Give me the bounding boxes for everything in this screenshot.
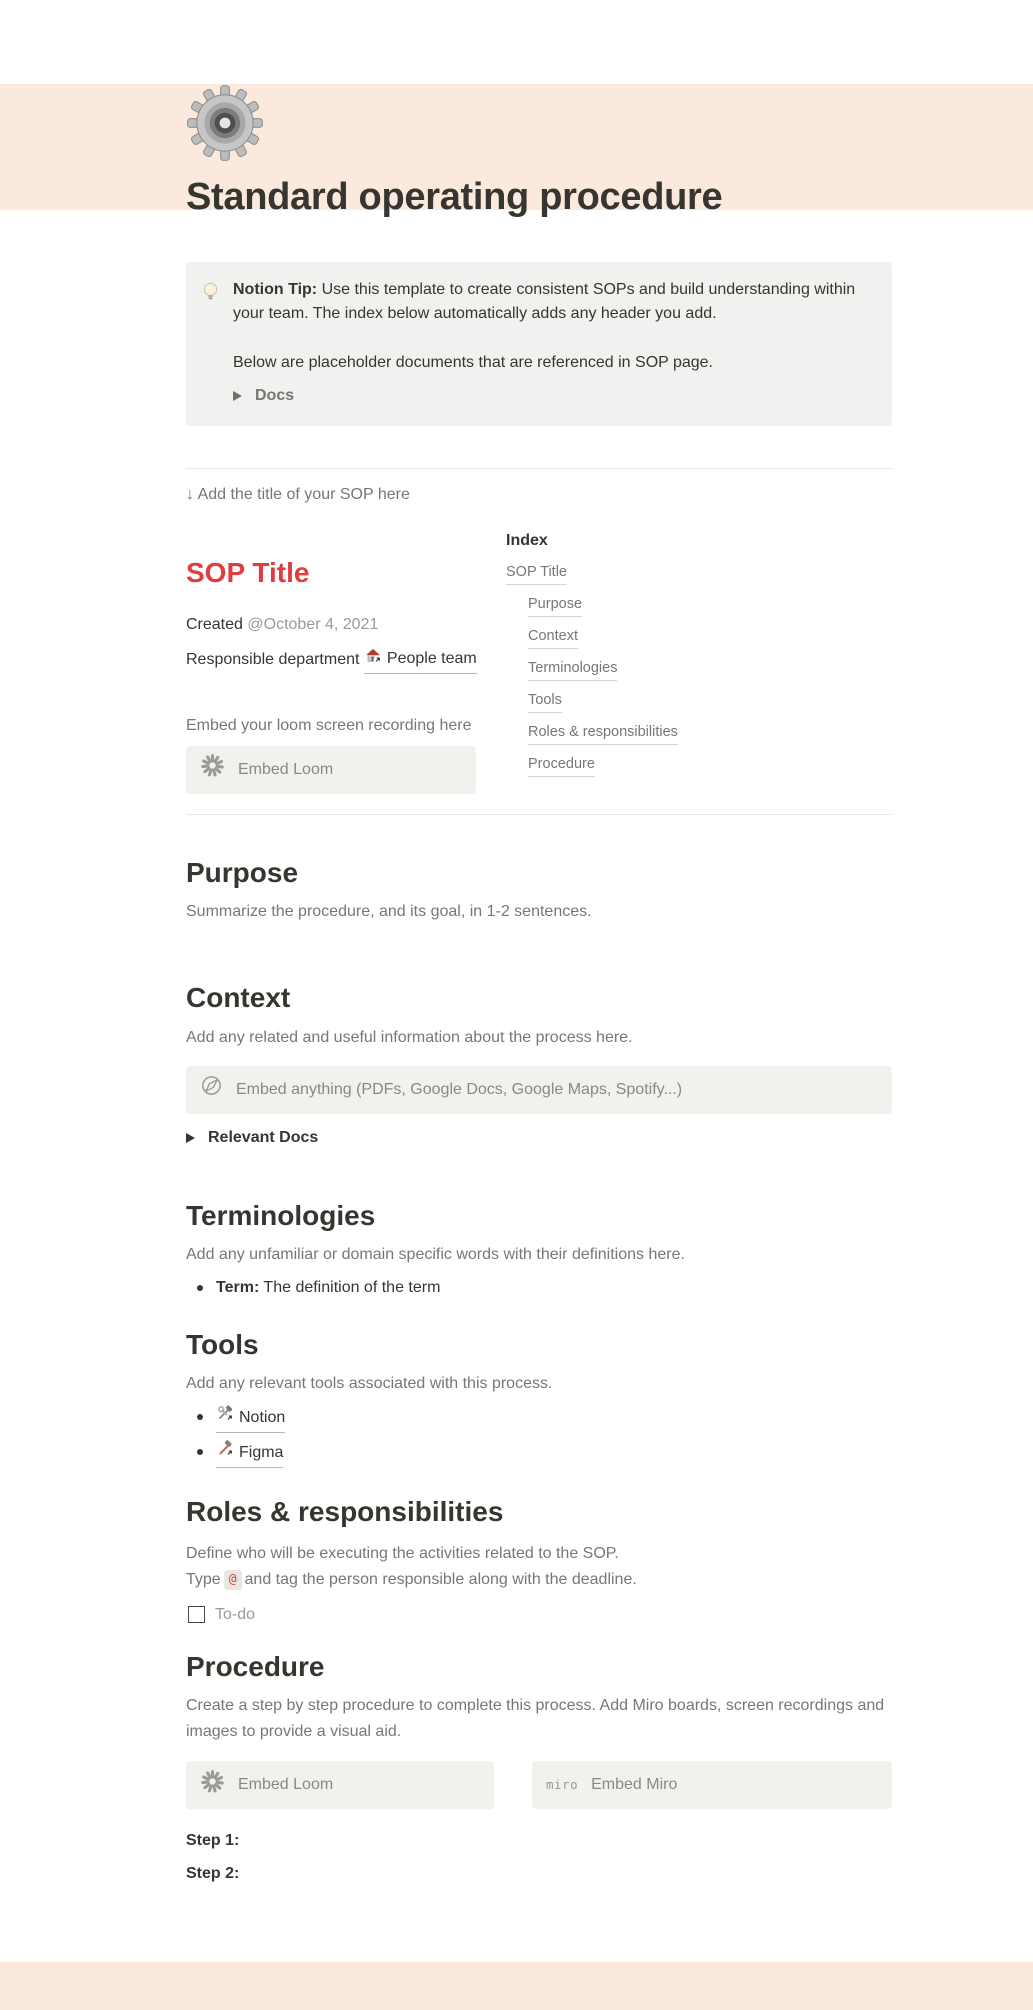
bullet-icon: [197, 1449, 203, 1455]
bottom-cover-banner: [0, 1962, 1033, 2010]
index-link-purpose[interactable]: Purpose: [528, 594, 582, 617]
term-label: Term:: [216, 1279, 260, 1297]
divider: [186, 814, 892, 815]
embed-anything-button[interactable]: [186, 1066, 892, 1114]
people-team-label: People team: [386, 649, 477, 667]
created-label: Created: [186, 615, 243, 633]
context-heading: Context: [186, 982, 291, 1014]
toggle-triangle-icon[interactable]: [186, 1133, 195, 1143]
sop-title-heading: SOP Title: [186, 556, 310, 588]
embed-miro-button[interactable]: [532, 1761, 892, 1809]
roles-type-suffix: and tag the person responsible along with the deadline.: [244, 1570, 637, 1588]
embed-anything-label: Embed anything (PDFs, Google Docs, Google Maps, Spotify...): [236, 1080, 683, 1098]
todo-checkbox[interactable]: [188, 1606, 205, 1623]
embed-miro-label: Embed Miro: [591, 1776, 678, 1794]
at-mention-code: @: [224, 1570, 242, 1590]
todo-label: To-do: [215, 1605, 256, 1623]
notion-link[interactable]: [216, 1404, 285, 1433]
department-row: [186, 646, 486, 674]
embed-loom-label: Embed Loom: [238, 760, 334, 778]
index-link-context[interactable]: Context: [528, 626, 578, 649]
terminologies-heading: Terminologies: [186, 1199, 376, 1231]
sop-title-caption: ↓ Add the title of your SOP here: [186, 485, 410, 503]
tool-list-item: [186, 1439, 892, 1468]
step-1-label: Step 1:: [186, 1832, 240, 1850]
miro-logo: miro: [546, 1776, 579, 1792]
embed-loom-label: Embed Loom: [238, 1776, 334, 1794]
notion-tip-callout: [186, 262, 892, 426]
loom-icon: [200, 753, 225, 786]
people-team-link[interactable]: [364, 646, 477, 674]
index-link-sop-title[interactable]: SOP Title: [506, 562, 567, 585]
embed-loom-button[interactable]: [186, 746, 476, 794]
callout-secondary-text: Below are placeholder documents that are referenced in SOP page.: [233, 353, 713, 371]
index-link-roles[interactable]: Roles & responsibilities: [528, 722, 678, 745]
term-list-item: [186, 1275, 892, 1301]
roles-description: Define who will be executing the activities related to the SOP. Type @ and tag the person responsible along with the deadline.: [186, 1544, 637, 1588]
tools-heading: Tools: [186, 1329, 259, 1361]
sop-columns: [186, 529, 892, 794]
hammer-icon: [216, 1439, 234, 1466]
notion-link-label: Notion: [239, 1408, 286, 1426]
light-bulb-icon: [200, 278, 221, 408]
tool-list-item: [186, 1404, 892, 1433]
index-heading: Index: [506, 531, 548, 549]
index-link-terminologies[interactable]: Terminologies: [528, 658, 617, 681]
todo-item: [186, 1603, 892, 1627]
loom-icon: [200, 1769, 225, 1802]
context-description: Add any related and useful information about the process here.: [186, 1028, 633, 1046]
house-icon: [364, 646, 382, 672]
relevant-docs-label: Relevant Docs: [208, 1128, 319, 1146]
embed-loom-button[interactable]: [186, 1761, 494, 1809]
callout-spacer: [233, 326, 876, 351]
procedure-embeds-row: [186, 1761, 892, 1809]
sop-column-left: [186, 529, 486, 794]
terminologies-description: Add any unfamiliar or domain specific words with their definitions here.: [186, 1246, 685, 1264]
procedure-heading: Procedure: [186, 1650, 325, 1682]
procedure-description: Create a step by step procedure to complete this process. Add Miro boards, screen recordings and images to provide a visual aid.: [186, 1697, 885, 1741]
created-row: [186, 613, 486, 637]
figma-link-label: Figma: [239, 1443, 284, 1461]
department-label: Responsible department: [186, 650, 360, 668]
gear-icon[interactable]: [186, 84, 264, 162]
purpose-heading: Purpose: [186, 856, 299, 888]
bullet-icon: [197, 1414, 203, 1420]
page-title: Standard operating procedure: [186, 176, 723, 218]
callout-tip-text: Notion Tip: Use this template to create consistent SOPs and build understanding within your team. The index below automatically adds any header you add.: [233, 280, 856, 322]
bullet-icon: [197, 1285, 203, 1291]
figma-link[interactable]: [216, 1439, 283, 1468]
step-2-label: Step 2:: [186, 1865, 240, 1883]
relevant-docs-toggle[interactable]: [186, 1126, 892, 1150]
roles-heading: Roles & responsibilities: [186, 1496, 504, 1528]
docs-toggle-label: Docs: [255, 386, 295, 404]
toggle-triangle-icon[interactable]: [233, 391, 242, 401]
tools-description: Add any relevant tools associated with this process.: [186, 1375, 553, 1393]
index-link-tools[interactable]: Tools: [528, 690, 562, 713]
term-definition: The definition of the term: [259, 1279, 441, 1297]
docs-toggle[interactable]: [233, 384, 876, 408]
purpose-description: Summarize the procedure, and its goal, in 1-2 sentences.: [186, 903, 592, 921]
hammer-and-wrench-icon: [216, 1404, 234, 1431]
roles-type-prefix: Type: [186, 1570, 221, 1588]
divider: [186, 468, 892, 469]
index-link-procedure[interactable]: Procedure: [528, 754, 595, 777]
callout-tip-bold: Notion Tip:: [233, 280, 318, 298]
created-date-mention[interactable]: @October 4, 2021: [247, 615, 379, 633]
sop-column-right: [486, 529, 892, 794]
compass-icon: [200, 1074, 223, 1105]
loom-caption: Embed your loom screen recording here: [186, 716, 472, 734]
